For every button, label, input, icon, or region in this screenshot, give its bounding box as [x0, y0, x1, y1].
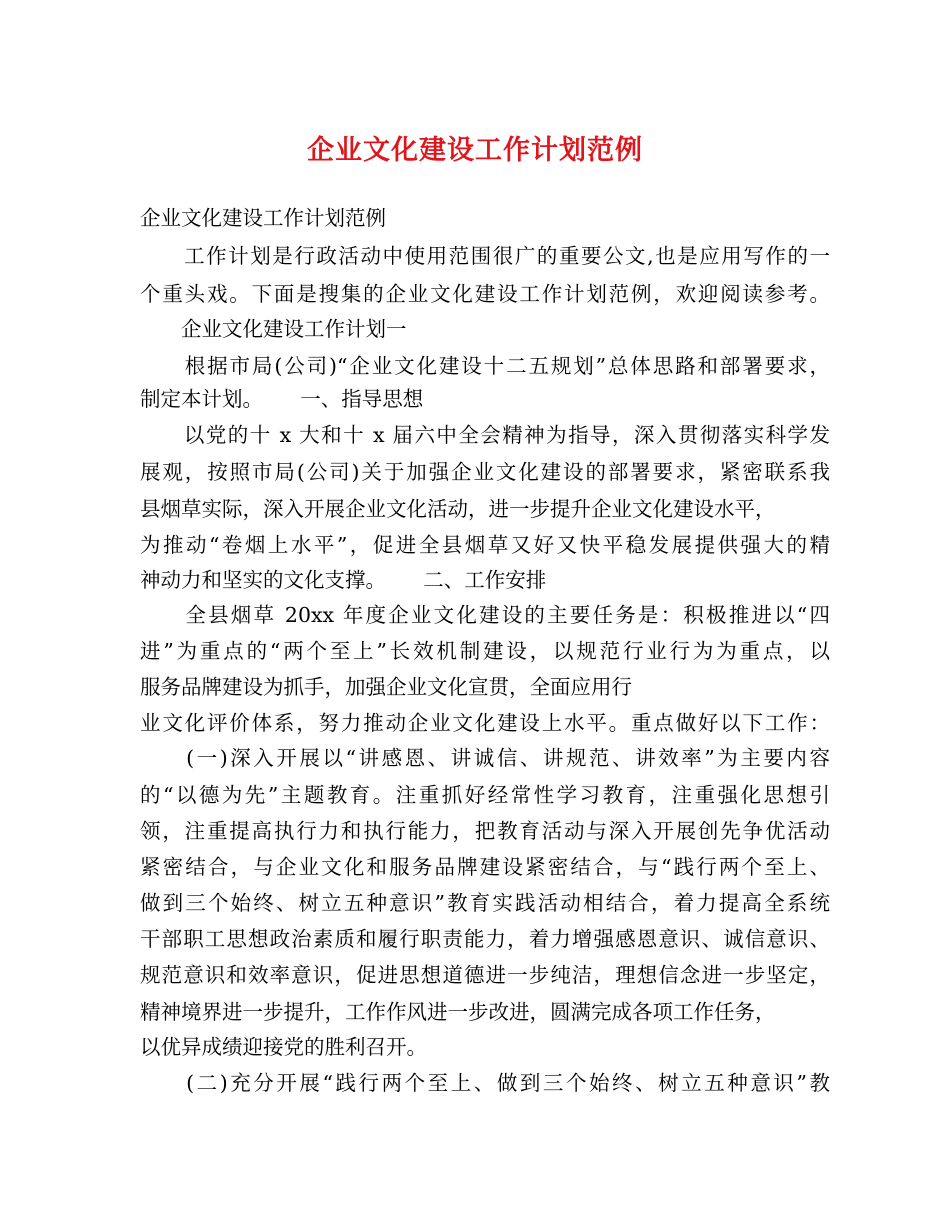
body-line: 以优异成绩迎接党的胜利召开。 — [140, 1035, 427, 1059]
body-line: 干部职工思想政治素质和履行职责能力，着力增强感恩意识、诚信意识、 — [140, 927, 830, 951]
body-line: 领，注重提高执行力和执行能力，把教育活动与深入开展创先争优活动 — [140, 819, 830, 843]
body-line: 服务品牌建设为抓手，加强企业文化宣贯，全面应用行 — [140, 675, 632, 699]
body-line: 业文化评价体系，努力推动企业文化建设上水平。重点做好以下工作： — [140, 711, 830, 735]
body-line: 根据市局(公司)“企业文化建设十二五规划”总体思路和部署要求， — [140, 354, 830, 378]
body-line: 做到三个始终、树立五种意识”教育实践活动相结合，着力提高全系统 — [140, 891, 830, 915]
document-title: 企业文化建设工作计划范例 — [307, 135, 643, 166]
body-line: 规范意识和效率意识，促进思想道德进一步纯洁，理想信念进一步坚定， — [140, 963, 830, 987]
body-line: 为推动“卷烟上水平”，促进全县烟草又好又快平稳发展提供强大的精 — [140, 533, 830, 557]
body-line: 全县烟草 20xx 年度企业文化建设的主要任务是：积极推进以“四 — [140, 603, 830, 627]
body-line: 制定本计划。 一、指导思想 — [140, 387, 424, 411]
body-line: 工作计划是行政活动中使用范围很广的重要公文,也是应用写作的一 — [140, 244, 830, 268]
body-line: (一)深入开展以“讲感恩、讲诚信、讲规范、讲效率”为主要内容 — [140, 746, 830, 770]
body-line: 进”为重点的“两个至上”长效机制建设，以规范行业行为为重点，以 — [140, 639, 830, 663]
body-line: 以党的十 x 大和十 x 届六中全会精神为指导，深入贯彻落实科学发 — [140, 423, 830, 447]
body-line: 企业文化建设工作计划范例 — [140, 206, 386, 230]
body-line: 县烟草实际，深入开展企业文化活动，进一步提升企业文化建设水平， — [140, 497, 776, 521]
body-line: 的“以德为先”主题教育。注重抓好经常性学习教育，注重强化思想引 — [140, 783, 830, 807]
body-line: 展观，按照市局(公司)关于加强企业文化建设的部署要求，紧密联系我 — [140, 460, 830, 484]
body-line: 企业文化建设工作计划一 — [140, 317, 407, 341]
body-line: 紧密结合，与企业文化和服务品牌建设紧密结合，与“践行两个至上、 — [140, 855, 830, 879]
body-line: 精神境界进一步提升，工作作风进一步改进，圆满完成各项工作任务， — [140, 1000, 776, 1024]
body-line: (二)充分开展“践行两个至上、做到三个始终、树立五种意识”教 — [140, 1071, 830, 1095]
body-line: 神动力和坚实的文化支撑。 二、工作安排 — [140, 568, 547, 592]
body-line: 个重头戏。下面是搜集的企业文化建设工作计划范例，欢迎阅读参考。 — [140, 282, 830, 306]
